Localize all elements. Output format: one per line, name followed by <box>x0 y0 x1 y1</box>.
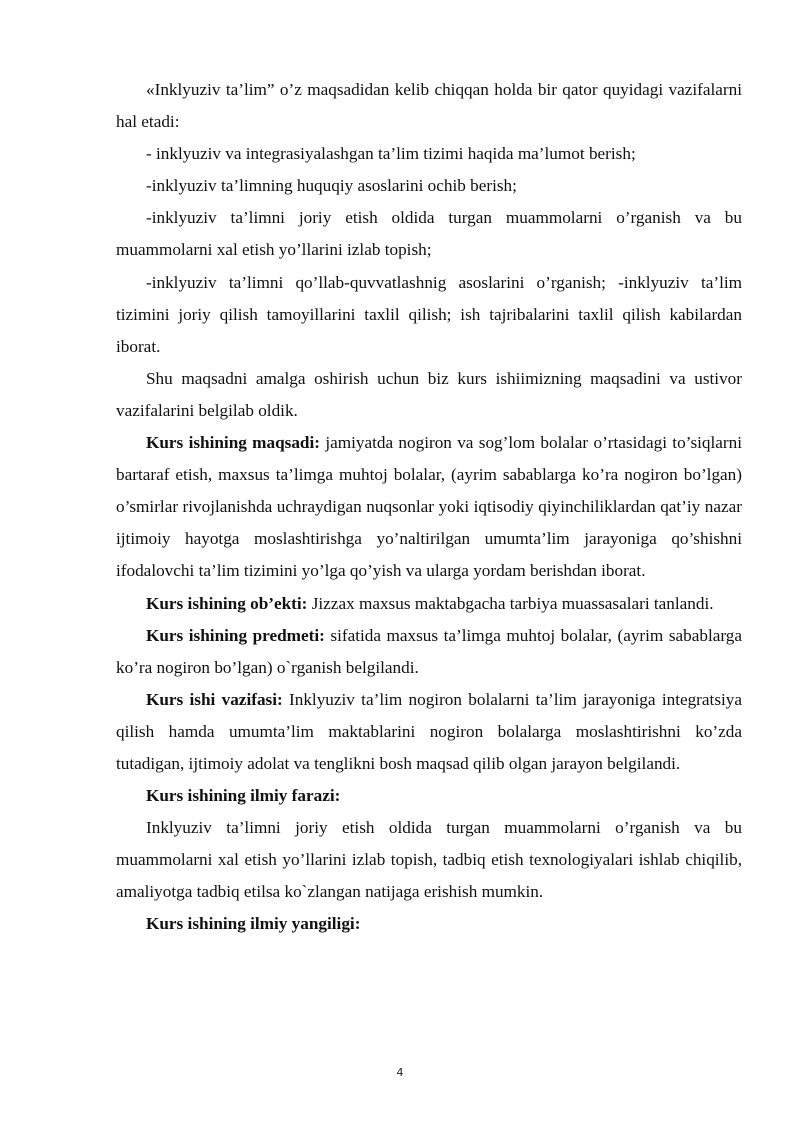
hypothesis-label: Kurs ishining ilmiy farazi: <box>146 786 341 806</box>
subject-text: sifatida maxsus ta’limga muhtoj bolalar, (ayrim sabablarga ko’ra nogiron bo’lgan) o`rganish belgilandi. <box>116 625 743 677</box>
list-item-4: -inklyuziv ta’limni qo’llab-quvvatlashnig asoslarini o’rganish; -inklyuziv ta’lim tizimini joriy qilish tamoyillarini taxlil qilish; ish tajribalarini taxlil qilish kabilardan iborat. <box>116 272 742 356</box>
paragraph-hypothesis: Inklyuziv ta’limni joriy etish oldida turgan muammolarni o’rganish va bu muammolarni xal etish yo’llarini izlab topish, tadbiq etish texnologiyalari ishlab chiqilib, amaliyotga tadbiq etilsa ko`zlangan natijaga erishish mumkin. <box>116 818 742 902</box>
paragraph-object <box>116 588 742 620</box>
body-text <box>116 74 742 941</box>
paragraph-hypothesis-heading <box>116 780 742 812</box>
paragraph-intro: «Inklyuziv ta’lim” o’z maqsadidan kelib chiqqan holda bir qator quyidagi vazifalarni hal etadi: <box>116 80 742 132</box>
paragraph-goal-intro: Shu maqsadni amalga oshirish uchun biz kurs ishiimizning maqsadini va ustivor vazifalarini belgilab oldik. <box>116 368 742 420</box>
list-item-1: - inklyuziv va integrasiyalashgan ta’lim tizimi haqida ma’lumot berish; <box>146 144 636 164</box>
list-item-2: -inklyuziv ta’limning huquqiy asoslarini ochib berish; <box>146 176 517 196</box>
page-number: 4 <box>396 1066 404 1079</box>
object-label: Kurs ishining ob’ekti: <box>146 593 308 613</box>
paragraph-tasks <box>116 684 742 780</box>
tasks-label: Kurs ishi vazifasi: <box>146 689 283 709</box>
aim-label: Kurs ishining maqsadi: <box>146 433 320 453</box>
paragraph-novelty-heading <box>116 908 742 940</box>
aim-text: jamiyatda nogiron va sog’lom bolalar o’rtasidagi to’siqlarni bartaraf etish, maxsus ta’limga muhtoj bolalar, (ayrim sabablarga ko’ra nogiron bo’lgan) o’smirlar rivojlanishda uchraydigan nuqsonlar yoki iqtisodiy qiyinchiliklardan qat’iy nazar ijtimoiy hayotga moslashtirishga yo’naltirilgan umumta’lim jarayoniga qo’shishni ifodalovchi ta’lim tizimini yo’lga qo’yish va ularga yordam berishdan iborat. <box>116 433 742 581</box>
tasks-text: Inklyuziv ta’lim nogiron bolalarni ta’lim jarayoniga integratsiya qilish hamda umumta’lim maktablarini nogiron bolalarga moslashtirishni ko’zda tutadigan, ijtimoiy adolat va tenglikni bosh maqsad qilib olgan jarayon belgilandi. <box>116 689 742 773</box>
novelty-label: Kurs ishining ilmiy yangiligi: <box>146 914 361 934</box>
paragraph-aim <box>116 427 742 587</box>
object-text: Jizzax maxsus maktabgacha tarbiya muassasalari tanlandi. <box>307 593 714 613</box>
list-item-3: -inklyuziv ta’limni joriy etish oldida turgan muammolarni o’rganish va bu muammolarni xal etish yo’llarini izlab topish; <box>116 208 742 260</box>
paragraph-subject <box>116 620 742 684</box>
subject-label: Kurs ishining predmeti: <box>146 625 325 645</box>
